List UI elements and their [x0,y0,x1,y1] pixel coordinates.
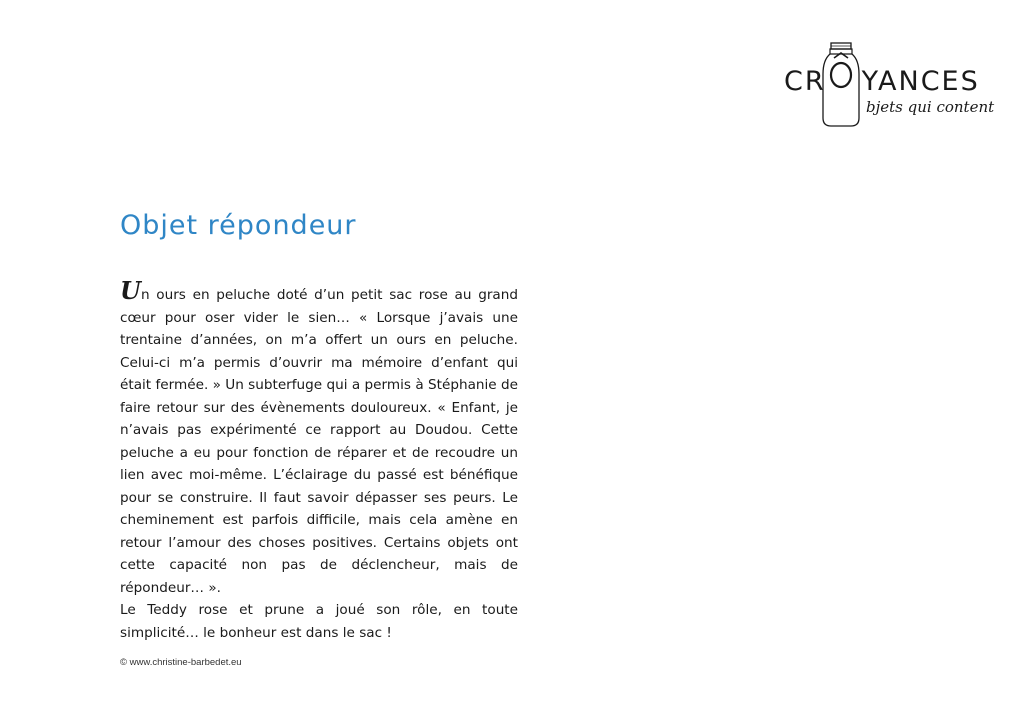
logo-brand-left: CR [784,66,826,97]
logo-brand-right: YANCES [861,66,980,97]
jar-icon [818,40,864,130]
footer-copyright: © www.christine-barbedet.eu [120,657,242,668]
article-body [120,276,518,644]
paragraph-1-text: n ours en peluche doté d’un petit sac rose au grand cœur pour oser vider le sien… « Lorsque j’avais une trentaine d’années, on m’a offert un ours en peluche. Celui-ci m’a permis d’ouvrir ma mémoire d’enfant qui était fermée. » Un subterfuge qui a permis à Stéphanie de faire retour sur des évènements douloureux. « Enfant, je n’avais pas expérimenté ce rapport au Doudou. Cette peluche a eu pour fonction de réparer et de recoudre un lien avec moi-même. L’éclairage du passé est bénéfique pour se construire. Il faut savoir dépasser ses peurs. Le cheminement est parfois difficile, mais cela amène en retour l’amour des choses positives. Certains objets ont cette capacité non pas de déclencheur, mais de répondeur… ». [120,287,518,596]
logo-wordmark [784,66,980,97]
logo-tagline: bjets qui content [866,98,995,116]
brand-logo [780,40,995,130]
paragraph-1 [120,276,518,599]
drop-cap: U [120,276,141,305]
paragraph-2: Le Teddy rose et prune a joué son rôle, en toute simplicité… le bonheur est dans le sac ! [120,602,518,641]
page-title: Objet répondeur [120,210,357,241]
